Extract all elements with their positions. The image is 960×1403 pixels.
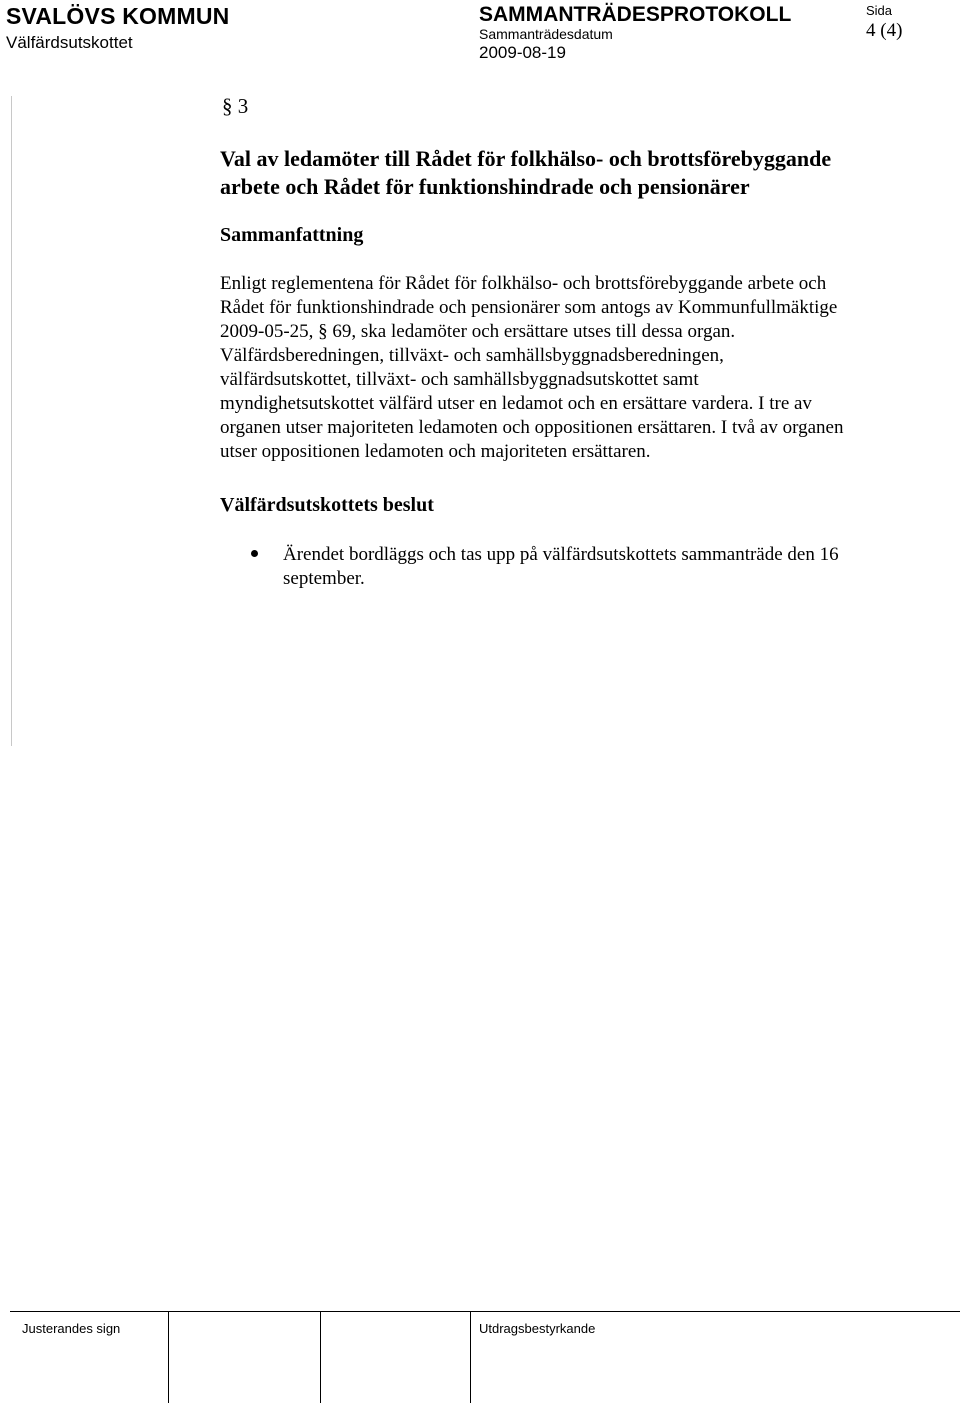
paragraph-line: välfärdsutskottet, tillväxt- och samhällsbyggnadsutskottet samt <box>220 369 699 390</box>
page-label: Sida <box>866 3 893 18</box>
footer-divider <box>320 1312 321 1403</box>
paragraph-line: 2009-05-25, § 69, ska ledamöter och ersättare utses till dessa organ. <box>220 321 736 342</box>
meeting-date-label: Sammanträdesdatum <box>479 26 613 42</box>
footer-divider <box>168 1312 169 1403</box>
paragraph-line: Rådet för funktionshindrade och pensionärer som antogs av Kommunfullmäktige <box>220 297 838 318</box>
heading-line: Val av ledamöter till Rådet för folkhälso- och brottsförebyggande <box>220 146 832 171</box>
section-heading <box>220 145 940 201</box>
footer-divider <box>470 1312 471 1403</box>
organization-name: SVALÖVS KOMMUN <box>6 3 230 29</box>
paragraph-line: Välfärdsberedningen, tillväxt- och samhällsbyggnadsberedningen, <box>220 345 724 366</box>
decision-list-item <box>283 543 943 591</box>
page-number: 4 (4) <box>866 20 903 41</box>
decision-line: Ärendet bordläggs och tas upp på välfärdsutskottets sammanträde den 16 <box>283 544 839 565</box>
bullet-icon <box>251 550 258 557</box>
summary-paragraph <box>220 272 940 464</box>
extract-certification-label: Utdragsbestyrkande <box>479 1321 596 1336</box>
paragraph-line: myndighetsutskottet välfärd utser en ledamot och en ersättare vardera. I tre av <box>220 393 812 414</box>
section-number: § 3 <box>222 94 249 118</box>
margin-rule <box>11 96 12 746</box>
signature-label: Justerandes sign <box>22 1321 121 1336</box>
document-type: SAMMANTRÄDESPROTOKOLL <box>479 3 792 26</box>
paragraph-line: utser oppositionen ledamoten och majoriteten ersättaren. <box>220 441 651 462</box>
paragraph-line: Enligt reglementena för Rådet för folkhälso- och brottsförebyggande arbete och <box>220 273 827 294</box>
committee-name: Välfärdsutskottet <box>6 33 133 52</box>
summary-heading: Sammanfattning <box>220 224 364 246</box>
footer-rule <box>10 1311 960 1312</box>
decision-heading: Välfärdsutskottets beslut <box>220 494 434 516</box>
heading-line: arbete och Rådet för funktionshindrade och pensionärer <box>220 174 750 199</box>
meeting-date: 2009-08-19 <box>479 43 566 62</box>
paragraph-line: organen utser majoriteten ledamoten och oppositionen ersättaren. I två av organen <box>220 417 844 438</box>
decision-line: september. <box>283 568 365 589</box>
